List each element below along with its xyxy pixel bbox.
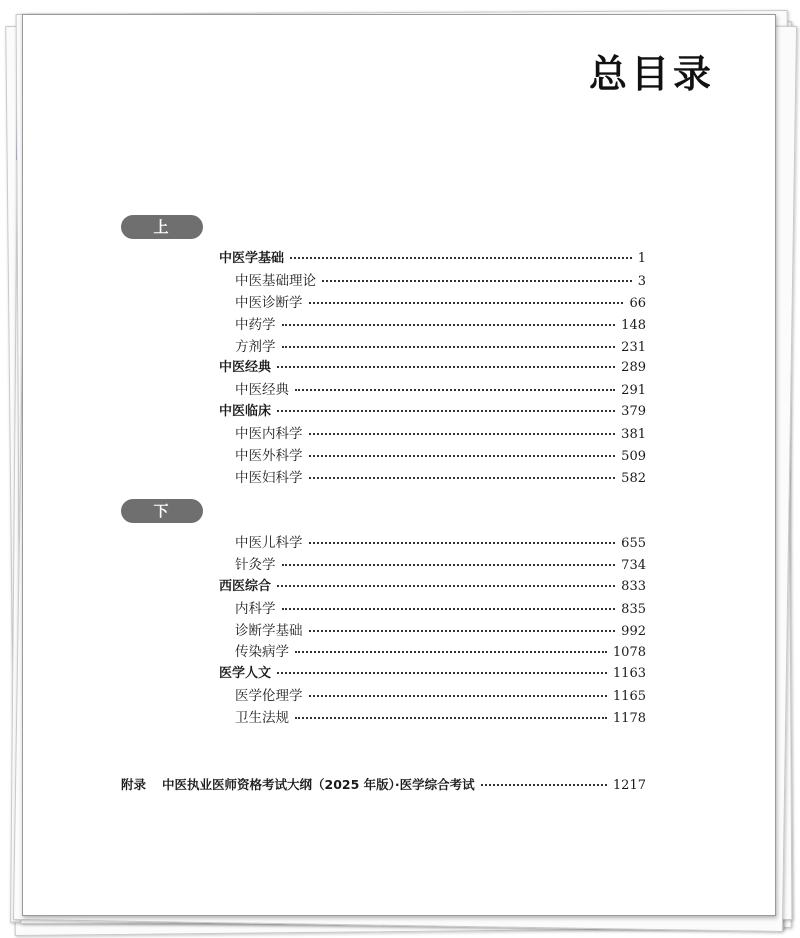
- leader-dots: [290, 256, 632, 259]
- toc-entry-row[interactable]: [219, 335, 646, 357]
- toc-entry-row[interactable]: [219, 619, 646, 641]
- volume-badge-lower: 下 册: [121, 499, 203, 523]
- toc-entry-label: 中医儿科学: [235, 535, 303, 551]
- toc-page-number: 231: [621, 339, 646, 355]
- leader-dots: [282, 345, 616, 348]
- appendix-title: 中医执业医师资格考试大纲（2025 年版）·医学综合考试: [162, 777, 475, 792]
- toc-entry-label: 中医外科学: [235, 448, 303, 465]
- toc-page-number: 1165: [612, 689, 646, 705]
- toc-entry-row[interactable]: [219, 313, 646, 335]
- toc-page-number: 734: [621, 557, 646, 573]
- toc-entry-row[interactable]: [219, 597, 646, 619]
- toc-entry-label: 内科学: [235, 600, 276, 617]
- leader-dots: [277, 409, 615, 412]
- toc-entry-label: 中医经典: [219, 360, 272, 376]
- leader-dots: [309, 454, 616, 457]
- leader-dots: [295, 388, 615, 391]
- toc-entry-label: 中医学基础: [219, 251, 285, 266]
- toc-entry-label: 中医临床: [219, 404, 272, 420]
- toc-entry-label: 中药学: [235, 316, 276, 333]
- leader-dots: [295, 650, 607, 653]
- toc-list-lower: [219, 531, 646, 728]
- toc-entry-label: 传染病学: [235, 644, 289, 661]
- toc-entry-row[interactable]: [219, 531, 646, 553]
- toc-entry-label: 中医诊断学: [235, 294, 303, 311]
- toc-section-row[interactable]: [219, 400, 646, 422]
- toc-page-number: 992: [621, 623, 646, 639]
- leader-dots: [282, 323, 616, 326]
- appendix-tag: 附录: [121, 777, 147, 792]
- toc-page-number: 66: [629, 295, 646, 311]
- leader-dots: [282, 607, 616, 610]
- appendix-page-number: 1217: [612, 778, 646, 793]
- toc-entry-label: 医学人文: [219, 666, 272, 682]
- page-title: 总目录: [588, 51, 715, 96]
- toc-page-number: 509: [621, 449, 646, 465]
- toc-entry-label: 医学伦理学: [235, 688, 303, 705]
- toc-page-number: 1078: [612, 645, 646, 661]
- leader-dots: [277, 671, 607, 674]
- leader-dots: [309, 541, 616, 544]
- toc-page-number: 833: [621, 578, 646, 594]
- toc-page-number: 3: [637, 273, 646, 289]
- toc-entry-label: 诊断学基础: [235, 622, 303, 639]
- toc-list-upper: [219, 247, 646, 488]
- volume-badge-upper: 上 册: [121, 215, 203, 239]
- leader-dots: [309, 301, 624, 304]
- leader-dots: [481, 784, 607, 786]
- appendix-entry[interactable]: [121, 775, 646, 793]
- leader-dots: [309, 476, 616, 479]
- toc-entry-row[interactable]: [219, 269, 646, 291]
- toc-section-row[interactable]: [219, 662, 646, 684]
- toc-entry-row[interactable]: [219, 684, 646, 706]
- toc-entry-label: 针灸学: [235, 556, 276, 573]
- toc-entry-label: 中医妇科学: [235, 469, 303, 486]
- toc-entry-label: 方剂学: [235, 338, 276, 355]
- toc-entry-row[interactable]: [219, 640, 646, 662]
- leader-dots: [277, 365, 615, 368]
- leader-dots: [309, 694, 607, 697]
- toc-page-number: 655: [621, 536, 646, 551]
- toc-page-number: 582: [621, 470, 646, 486]
- toc-section-row[interactable]: [219, 575, 646, 597]
- leader-dots: [309, 629, 616, 632]
- toc-entry-label: 中医内科学: [235, 426, 303, 443]
- toc-entry-row[interactable]: [219, 378, 646, 400]
- toc-entry-label: 中医基础理论: [235, 272, 316, 289]
- toc-page: [22, 14, 776, 916]
- toc-entry-row[interactable]: [219, 291, 646, 313]
- toc-section-row[interactable]: [219, 247, 646, 269]
- leader-dots: [277, 584, 615, 587]
- leader-dots: [295, 716, 607, 719]
- leader-dots: [309, 432, 616, 435]
- toc-section-row[interactable]: [219, 356, 646, 378]
- toc-page-number: 289: [621, 360, 646, 376]
- leader-dots: [322, 279, 632, 282]
- toc-page-number: 379: [621, 404, 646, 420]
- toc-page-number: 291: [621, 383, 646, 399]
- toc-entry-label: 西医综合: [219, 578, 272, 594]
- toc-page-number: 148: [621, 317, 646, 333]
- toc-page-number: 835: [621, 601, 646, 617]
- toc-page-number: 1163: [612, 666, 646, 682]
- leader-dots: [282, 563, 616, 566]
- toc-entry-label: 卫生法规: [235, 710, 289, 727]
- toc-entry-row[interactable]: [219, 553, 646, 575]
- toc-entry-row[interactable]: [219, 444, 646, 466]
- toc-entry-row[interactable]: [219, 466, 646, 488]
- toc-page-number: 1: [637, 251, 646, 266]
- toc-entry-row[interactable]: [219, 706, 646, 728]
- toc-page-number: 1178: [612, 711, 646, 727]
- toc-entry-row[interactable]: [219, 422, 646, 444]
- toc-entry-label: 中医经典: [235, 382, 289, 399]
- toc-page-number: 381: [621, 427, 646, 443]
